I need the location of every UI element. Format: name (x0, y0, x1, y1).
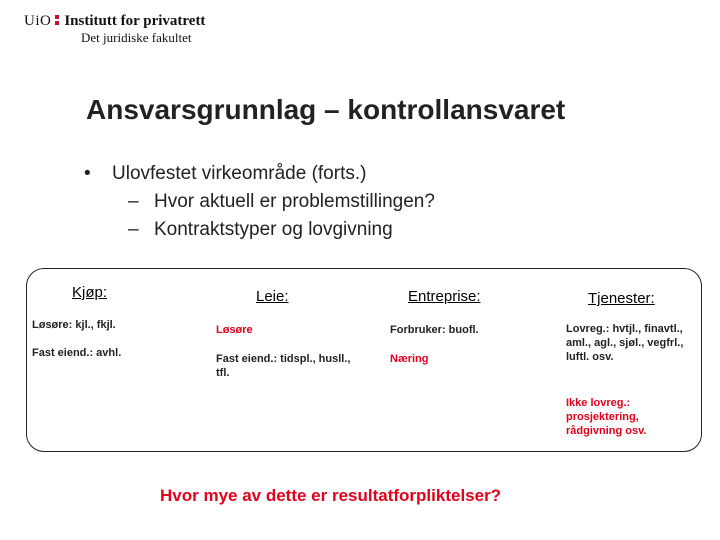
bullet-dot-icon: • (84, 163, 91, 184)
slide-title: Ansvarsgrunnlag – kontrollansvaret (86, 94, 566, 125)
tjenester-item: Lovreg.: hvtjl., finavtl., aml., agl., sjøl., vegfrl., luftl. osv. (566, 323, 684, 363)
institution-logo (24, 13, 205, 45)
tjenester-item-highlighted: Ikke lovreg.: prosjektering, rådgivning osv. (566, 397, 647, 437)
sub-bullet-item (84, 216, 435, 244)
leie-item: Fast eiend.: tidspl., husll., tfl. (216, 353, 351, 379)
logo-faculty-text: Det juridiske fakultet (81, 30, 192, 45)
bullet-list (84, 160, 435, 244)
sub-bullet-item (84, 188, 435, 216)
logo-colon-icon (55, 13, 59, 27)
bullet-item (84, 160, 435, 188)
kjop-item: Fast eiend.: avhl. (32, 347, 122, 359)
sub-bullet-text: Kontraktstyper og lovgivning (154, 219, 393, 240)
column-title-entreprise: Entreprise: (408, 288, 481, 305)
entreprise-item: Forbruker: buofl. (390, 324, 479, 336)
entreprise-item-highlighted: Næring (390, 353, 429, 365)
logo-uio-text: UiO (24, 13, 52, 29)
column-title-kjop: Kjøp: (72, 284, 108, 301)
kjop-item: Løsøre: kjl., fkjl. (32, 319, 116, 331)
logo-institute-text: Institutt for privatrett (64, 13, 206, 29)
sub-bullet-dash-icon: – (128, 219, 139, 240)
column-title-leie: Leie: (256, 288, 289, 305)
sub-bullet-text: Hvor aktuell er problemstillingen? (154, 191, 435, 212)
bullet-main-text: Ulovfestet virkeområde (forts.) (112, 163, 367, 184)
column-title-tjenester: Tjenester: (588, 290, 655, 307)
sub-bullet-dash-icon: – (128, 191, 139, 212)
logo-top-line (24, 13, 205, 30)
closing-question: Hvor mye av dette er resultatforpliktelser? (160, 486, 502, 505)
leie-item-highlighted: Løsøre (216, 324, 253, 336)
